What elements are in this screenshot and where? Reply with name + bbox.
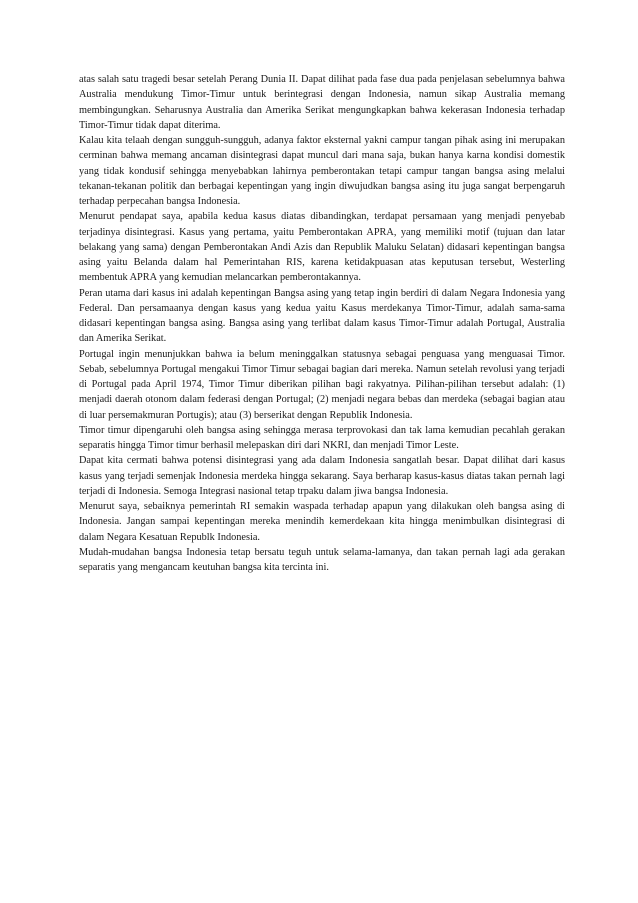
paragraph: Dapat kita cermati bahwa potensi disintegrasi yang ada dalam Indonesia sangatlah besar. Dapat dilihat dari kasus kasus yang terjadi semenjak Indonesia merdeka hingga sekarang. Saya berharap kasus-kasus diatas takan pernah lagi terjadi di Indonesia. Semoga Integrasi nasional tetap trpaku dalam jiwa bangsa Indonesia.	[79, 455, 565, 497]
paragraph: atas salah satu tragedi besar setelah Perang Dunia II. Dapat dilihat pada fase dua pada penjelasan sebelumnya bahwa Australia mendukung Timor-Timur untuk berintegrasi dengan Indonesia, namun sikap Australia memang membingungkan. Seharusnya Australia dan Amerika Serikat mengungkapkan bahwa kekerasan Indonesia terhadap Timor-Timur tidak dapat diterima.	[79, 74, 565, 131]
paragraph: Menurut saya, sebaiknya pemerintah RI semakin waspada terhadap apapun yang dilakukan oleh bangsa asing di Indonesia. Jangan sampai kepentingan mereka menindih kemerdekaan kita hingga menimbulkan disintegrasi di dalam Negara Kesatuan Republk Indonesia.	[79, 501, 565, 543]
paragraph: Portugal ingin menunjukkan bahwa ia belum meninggalkan statusnya sebagai penguasa yang menguasai Timor. Sebab, sebelumnya Portugal mengakui Timor Timur sebagai bagian dari mereka. Namun setelah revolusi yang terjadi di Portugal pada April 1974, Timor Timur diberikan pilihan bagi rakyatnya. Pilihan-pilihan tersebut adalah: (1) menjadi daerah otonom dalam federasi dengan Portugal; (2) menjadi negara bebas dan merdeka (sebagai bagian atau di luar persemakmuran Portugis); atau (3) berserikat dengan Republik Indonesia.	[79, 348, 565, 421]
paragraph: Kalau kita telaah dengan sungguh-sungguh, adanya faktor eksternal yakni campur tangan pihak asing ini merupakan cerminan bahwa memang ancaman disintegrasi dapat muncul dari mana saja, bukan hanya karna kondisi domestik yang tidak kondusif sehingga menyebabkan lahirnya pemberontakan tetapi campur tangan bangsa asing melalui tekanan-tekanan politik dan berbagai kepentingan yang ingin diwujudkan bangsa asing itu juga sangat berpengaruh terhadap perpecahan bangsa Indonesia.	[79, 135, 565, 207]
document-body	[79, 72, 565, 575]
paragraph: Peran utama dari kasus ini adalah kepentingan Bangsa asing yang tetap ingin berdiri di dalam Negara Indonesia yang Federal. Dan persamaanya dengan kasus yang kedua yaitu Kasus merdekanya Timor-Timur, adalah sama-sama didasari kepentingan bangsa asing. Bangsa asing yang terlibat dalam kasus Timor-Timur adalah Portugal, Australia dan Amerika Serikat.	[79, 287, 565, 345]
paragraph: Timor timur dipengaruhi oleh bangsa asing sehingga merasa terprovokasi dan tak lama kemudian pecahlah gerakan separatis hingga Timor timur berhasil melepaskan diri dari NKRI, dan menjadi Timor Leste.	[79, 424, 565, 451]
paragraph: Menurut pendapat saya, apabila kedua kasus diatas dibandingkan, terdapat persamaan yang menjadi penyebab terjadinya disintegrasi. Kasus yang pertama, yaitu Pemberontakan APRA, yang memiliki motif (tujuan dan latar belakang yang sama) dengan Pemberontakan Andi Azis dan Republik Maluku Selatan) didasari kepentingan bangsa asing yaitu Belanda dalam hal Pemerintahan RIS, karena ketidakpuasan atas keputusan tersebut, Westerling membentuk APRA yang kemudian melancarkan pemberontakannya.	[79, 211, 565, 284]
paragraph: Mudah-mudahan bangsa Indonesia tetap bersatu teguh untuk selama-lamanya, dan takan pernah lagi ada gerakan separatis yang mengancam keutuhan bangsa kita tercinta ini.	[79, 546, 565, 573]
